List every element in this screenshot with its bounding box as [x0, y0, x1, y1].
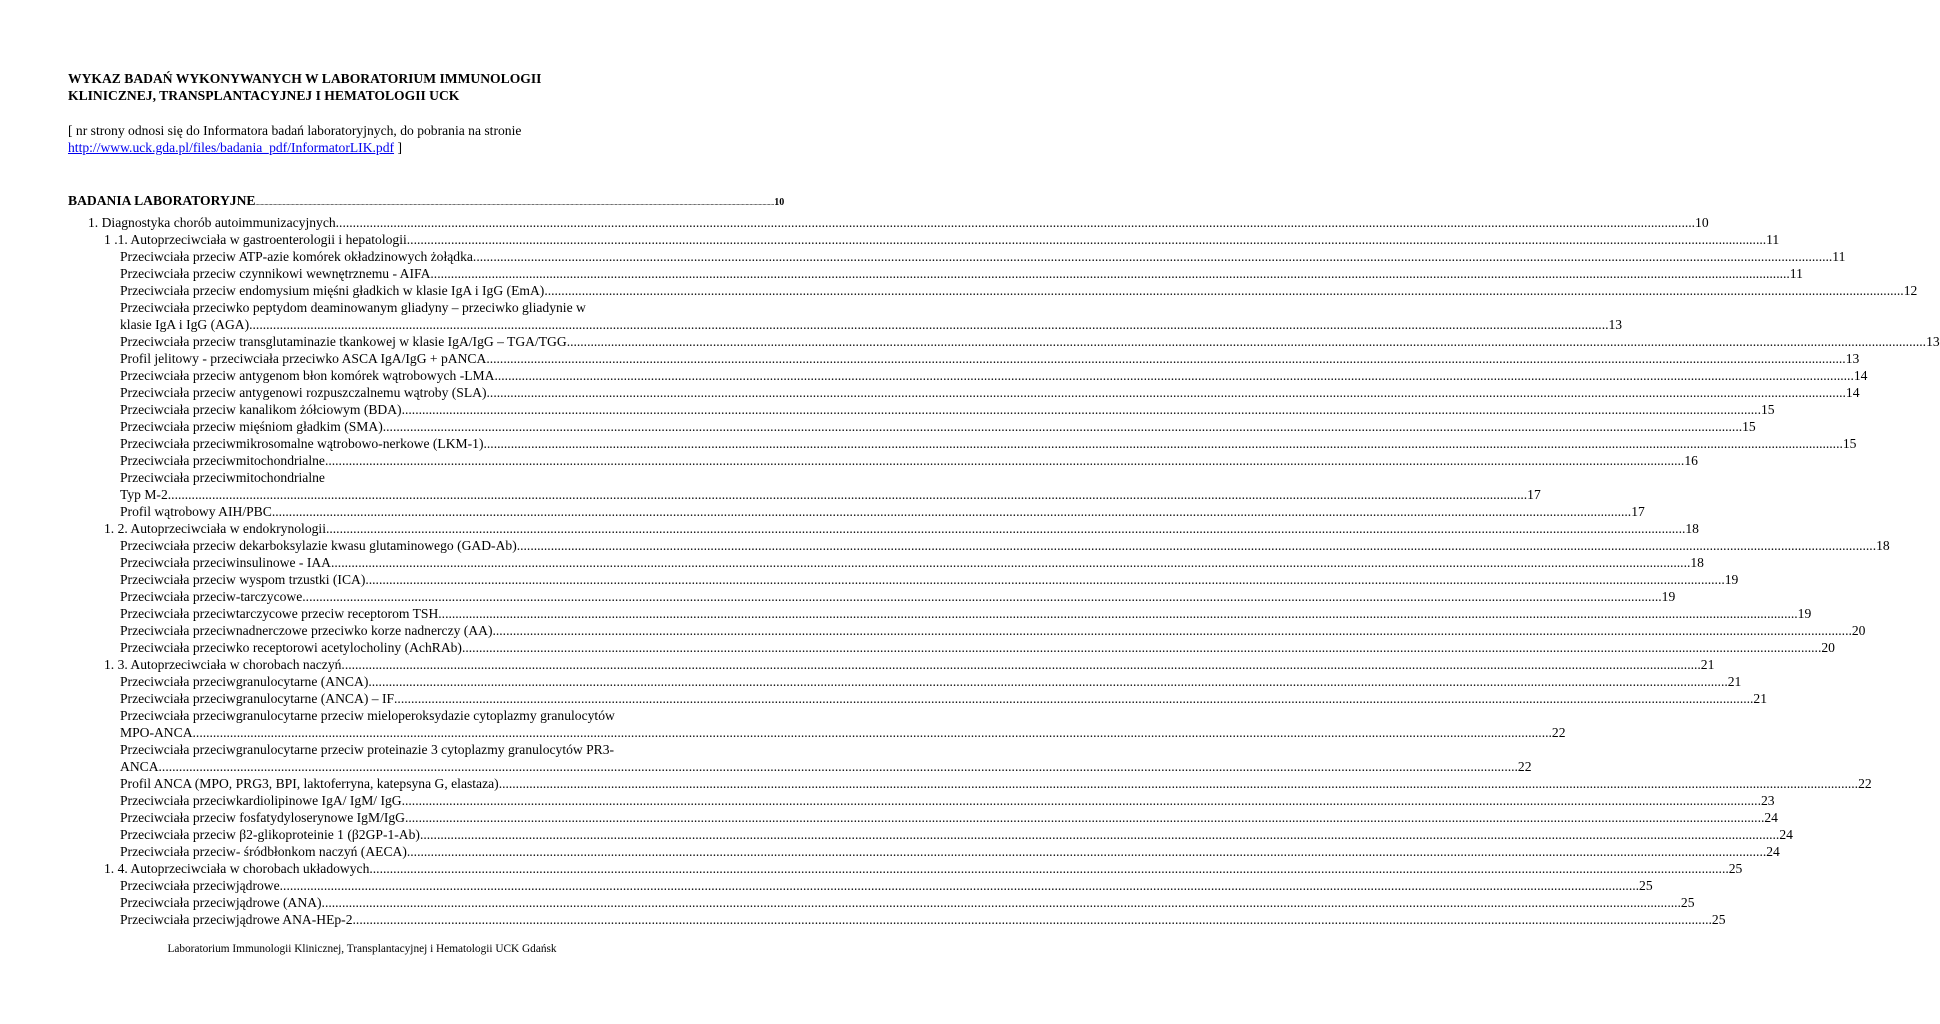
toc-leader: ................................................................................................................................................................................................................................................................................................................................................................................................................ [483, 436, 1843, 451]
toc-entry[interactable] [0, 282, 1918, 299]
section-heading-label: BADANIA LABORATORYJNE [68, 193, 256, 208]
toc-page-number: 14 [1853, 368, 1868, 383]
toc-entry-label: Przeciwciała przeciwjądrowe (ANA) [120, 895, 322, 910]
toc-entry-label: Przeciwciała przeciwjądrowe [120, 878, 280, 893]
toc-page-number: 21 [1753, 691, 1767, 706]
toc-entry-label: 1. Diagnostyka chorób autoimmunizacyjnych [88, 215, 336, 230]
toc-page-number: 11 [1832, 249, 1846, 264]
toc-entry-label: Przeciwciała przeciw mięśniom gładkim (SMA) [120, 419, 383, 434]
table-of-contents [0, 214, 1940, 928]
toc-leader: ................................................................................................................................................................................................................................................................................................................................................................................................................ [472, 249, 1833, 264]
toc-entry-label: Przeciwciała przeciw wyspom trzustki (ICA) [120, 572, 366, 587]
toc-entry-label: Przeciwciała przeciw- śródbłonkom naczyń (AECA) [120, 844, 407, 859]
toc-entry-label: Przeciwciała przeciwmitochondrialne [120, 453, 325, 468]
toc-page-number: 19 [1797, 606, 1812, 621]
toc-entry[interactable] [0, 639, 1835, 656]
toc-entry[interactable] [0, 843, 1780, 860]
toc-page-number: 20 [1851, 623, 1866, 638]
toc-leader: ................................................................................................................................................................................................................................................................................................................................................................................................................ [335, 215, 1696, 230]
toc-entry[interactable] [0, 792, 1775, 809]
toc-entry[interactable] [0, 860, 1743, 877]
toc-entry[interactable] [0, 809, 1778, 826]
toc-entry[interactable] [0, 214, 1709, 231]
toc-leader: ................................................................................................................................................................................................................................................................................................................................................................................................................ [516, 538, 1877, 553]
document-title [68, 70, 668, 104]
toc-leader: ................................................................................................................................................................................................................................................................................................................................................................................................................ [341, 657, 1701, 672]
note-text: [ nr strony odnosi się do Informatora badań laboratoryjnych, do pobrania na stronie [68, 123, 522, 138]
toc-entry-label: 1. 4. Autoprzeciwciała w chorobach układowych [104, 861, 370, 876]
toc-leader: ................................................................................................................................................................................................................................................................................................................................................................................................................ [158, 759, 1518, 774]
toc-entry[interactable] [0, 333, 1940, 350]
toc-entry[interactable] [0, 452, 1698, 469]
toc-entry-label: Przeciwciała przeciw czynnikowi wewnętrznemu - AIFA [120, 266, 431, 281]
toc-leader: ................................................................................................................................................................................................................................................................................................................................................................................................................ [492, 623, 1852, 638]
toc-entry-label: Przeciwciała przeciwgranulocytarne przeciw proteinazie 3 cytoplazmy granulocytów PR3- [120, 742, 615, 757]
toc-entry-label: Przeciwciała przeciwmitochondrialne [120, 470, 325, 485]
toc-entry-label: Przeciwciała przeciwnadnerczowe przeciwko korze nadnerczy (AA) [120, 623, 493, 638]
page-number-note [68, 122, 668, 156]
toc-page-number: 25 [1711, 912, 1726, 927]
toc-entry-label: Profil wątrobowy AIH/PBC [120, 504, 272, 519]
toc-entry-label: Przeciwciała przeciw kanalikom żółciowym (BDA) [120, 402, 402, 417]
toc-leader: ................................................................................................................................................................................................................................................................................................................................................................................................................ [325, 521, 1686, 536]
toc-entry-label: klasie IgA i IgG (AGA) [120, 317, 250, 332]
toc-entry[interactable] [0, 384, 1860, 401]
toc-entry[interactable] [0, 894, 1695, 911]
toc-leader: ................................................................................................................................................................................................................................................................................................................................................................................................................ [249, 317, 1609, 332]
toc-entry-label: Przeciwciała przeciwko receptorowi acetylocholiny (AchRAb) [120, 640, 462, 655]
toc-leader: ................................................................................................................................................................................................................................................................................................................................................................................................................ [382, 419, 1743, 434]
section-heading[interactable] [68, 192, 785, 213]
toc-leader: ................................................................................................................................................................................................................................................................................................................................................................................................................ [271, 504, 1632, 519]
toc-page-number: 13 [1926, 334, 1940, 349]
toc-entry-label: Przeciwciała przeciwgranulocytarne (ANCA) [120, 674, 369, 689]
toc-page-number: 22 [1858, 776, 1872, 791]
toc-page-number: 20 [1821, 640, 1835, 655]
toc-entry-label: Profil jelitowy - przeciwciała przeciwko ASCA IgA/IgG + pANCA [120, 351, 487, 366]
toc-page-number: 13 [1608, 317, 1623, 332]
toc-entry-label: 1. 3. Autoprzeciwciała w chorobach naczyń [104, 657, 342, 672]
toc-page-number: 17 [1527, 487, 1541, 502]
toc-leader: ................................................................................................................................................................................................................................................................................................................................................................................................................ [302, 589, 1662, 604]
toc-entry[interactable] [0, 741, 1532, 775]
toc-entry[interactable] [0, 911, 1726, 928]
toc-page-number: 15 [1842, 436, 1857, 451]
toc-leader: ................................................................................................................................................................................................................................................................................................................................................................................................................ [352, 912, 1712, 927]
toc-page-number: 19 [1661, 589, 1676, 604]
toc-entry[interactable] [0, 299, 1623, 333]
toc-leader: ................................................................................................................................................................................................................................................................................................................................................................................................................ [368, 674, 1728, 689]
toc-page-number: 14 [1845, 385, 1860, 400]
toc-entry[interactable] [0, 673, 1742, 690]
toc-leader: ................................................................................................................................................................................................................................................................................................................................................................................................................ [430, 266, 1790, 281]
toc-entry[interactable] [0, 690, 1767, 707]
toc-entry[interactable] [0, 537, 1890, 554]
toc-entry[interactable] [0, 554, 1704, 571]
toc-entry-label: Przeciwciała przeciwinsulinowe - IAA [120, 555, 331, 570]
toc-entry[interactable] [0, 707, 1566, 741]
toc-leader: ................................................................................................................................................................................................................................................................................................................................................................................................................ [406, 232, 1767, 247]
toc-leader: ................................................................................................................................................................................................................................................................................................................................................................................................................ [192, 725, 1552, 740]
toc-leader: ................................................................................................................................................................................................................................................................................................................................................................................................................ [394, 691, 1754, 706]
toc-page-number: 21 [1700, 657, 1715, 672]
toc-page-number: 18 [1685, 521, 1699, 536]
toc-page-number: 25 [1639, 878, 1653, 893]
note-suffix: ] [394, 140, 402, 155]
toc-leader: ................................................................................................................................................................................................................................................................................................................................................................................................................ [438, 606, 1798, 621]
title-line-1: WYKAZ BADAŃ WYKONYWANYCH W LABORATORIUM IMMUNOLOGII [68, 71, 542, 86]
toc-page-number: 24 [1779, 827, 1793, 842]
toc-entry-label: Przeciwciała przeciwmikrosomalne wątrobowo-nerkowe (LKM-1) [120, 436, 484, 451]
toc-entry[interactable] [0, 503, 1645, 520]
toc-entry[interactable] [0, 520, 1699, 537]
toc-entry[interactable] [0, 588, 1676, 605]
toc-page-number: 21 [1727, 674, 1742, 689]
toc-leader: ................................................................................................................................................................................................................................................................................................................................................................................................................ [401, 793, 1761, 808]
toc-page-number: 23 [1760, 793, 1775, 808]
section-heading-leader: ................................................................................................................................................................................................................................................................................................................................................................................................................ [255, 201, 775, 207]
toc-entry-label: Przeciwciała przeciw fosfatydyloserynowe IgM/IgG [120, 810, 405, 825]
toc-leader: ................................................................................................................................................................................................................................................................................................................................................................................................................ [486, 385, 1846, 400]
toc-page-number: 25 [1680, 895, 1695, 910]
toc-entry[interactable] [0, 265, 1803, 282]
toc-entry[interactable] [0, 231, 1780, 248]
toc-page-number: 16 [1684, 453, 1698, 468]
toc-entry-label: Przeciwciała przeciw-tarczycowe [120, 589, 303, 604]
toc-leader: ................................................................................................................................................................................................................................................................................................................................................................................................................ [419, 827, 1780, 842]
note-link-line [68, 139, 668, 156]
toc-leader: ................................................................................................................................................................................................................................................................................................................................................................................................................ [324, 453, 1685, 468]
toc-page-number: 25 [1728, 861, 1743, 876]
toc-entry-label: 1. 2. Autoprzeciwciała w endokrynologii [104, 521, 326, 536]
toc-leader: ................................................................................................................................................................................................................................................................................................................................................................................................................ [461, 640, 1822, 655]
toc-leader: ................................................................................................................................................................................................................................................................................................................................................................................................................ [331, 555, 1691, 570]
toc-entry[interactable] [0, 350, 1860, 367]
toc-leader: ................................................................................................................................................................................................................................................................................................................................................................................................................ [369, 861, 1729, 876]
toc-page-number: 17 [1631, 504, 1645, 519]
toc-page-number: 11 [1766, 232, 1780, 247]
toc-entry-label: Przeciwciała przeciw antygenom błon komórek wątrobowych -LMA [120, 368, 495, 383]
toc-entry[interactable] [0, 605, 1812, 622]
toc-entry[interactable] [0, 826, 1793, 843]
toc-entry-label: Przeciwciała przeciw transglutaminazie tkankowej w klasie IgA/IgG – TGA/TGG [120, 334, 567, 349]
toc-page-number: 24 [1764, 810, 1778, 825]
toc-page-number: 15 [1742, 419, 1756, 434]
toc-leader: ................................................................................................................................................................................................................................................................................................................................................................................................................ [365, 572, 1725, 587]
toc-entry[interactable] [0, 775, 1872, 792]
toc-leader: ................................................................................................................................................................................................................................................................................................................................................................................................................ [167, 487, 1528, 502]
toc-entry[interactable] [0, 248, 1846, 265]
toc-page-number: 24 [1766, 844, 1780, 859]
toc-page-number: 13 [1845, 351, 1860, 366]
toc-page-number: 19 [1724, 572, 1739, 587]
toc-entry-label: MPO-ANCA [120, 725, 193, 740]
toc-leader: ................................................................................................................................................................................................................................................................................................................................................................................................................ [494, 368, 1854, 383]
toc-entry-label: Przeciwciała przeciwtarczycowe przeciw receptorom TSH [120, 606, 439, 621]
toc-entry-label: Przeciwciała przeciwgranulocytarne przeciw mieloperoksydazie cytoplazmy granulocytów [120, 708, 615, 723]
toc-leader: ................................................................................................................................................................................................................................................................................................................................................................................................................ [321, 895, 1681, 910]
toc-entry-label: Typ M-2 [120, 487, 168, 502]
toc-leader: ................................................................................................................................................................................................................................................................................................................................................................................................................ [406, 844, 1767, 859]
toc-entry[interactable] [0, 401, 1775, 418]
section-heading-page: 10 [774, 197, 785, 208]
title-line-2: KLINICZNEJ, TRANSPLANTACYJNEJ I HEMATOLOGII UCK [68, 88, 460, 103]
toc-leader: ................................................................................................................................................................................................................................................................................................................................................................................................................ [544, 283, 1904, 298]
toc-entry[interactable] [0, 469, 1541, 503]
toc-entry-label: Profil ANCA (MPO, PRG3, BPI, laktoferryna, katepsyna G, elastaza) [120, 776, 499, 791]
toc-entry-label: Przeciwciała przeciwgranulocytarne (ANCA) – IF [120, 691, 395, 706]
toc-page-number: 22 [1551, 725, 1566, 740]
toc-page-number: 18 [1876, 538, 1890, 553]
toc-entry[interactable] [0, 877, 1653, 894]
toc-leader: ................................................................................................................................................................................................................................................................................................................................................................................................................ [404, 810, 1765, 825]
toc-page-number: 12 [1903, 283, 1918, 298]
toc-page-number: 18 [1690, 555, 1704, 570]
toc-page-number: 10 [1695, 215, 1709, 230]
toc-leader: ................................................................................................................................................................................................................................................................................................................................................................................................................ [486, 351, 1846, 366]
toc-entry-label: Przeciwciała przeciw dekarboksylazie kwasu glutaminowego (GAD-Ab) [120, 538, 517, 553]
toc-page-number: 15 [1760, 402, 1775, 417]
toc-leader: ................................................................................................................................................................................................................................................................................................................................................................................................................ [498, 776, 1859, 791]
toc-page-number: 22 [1517, 759, 1532, 774]
page-footer: Laboratorium Immunologii Klinicznej, Transplantacyjnej i Hematologii UCK Gdańsk [167, 943, 557, 955]
toc-entry-label: Przeciwciała przeciw endomysium mięśni gładkich w klasie IgA i IgG (EmA) [120, 283, 545, 298]
toc-entry[interactable] [0, 435, 1857, 452]
toc-entry-label: Przeciwciała przeciw ATP-azie komórek okładzinowych żołądka [120, 249, 473, 264]
toc-page-number: 11 [1789, 266, 1803, 281]
toc-entry-label: Przeciwciała przeciw antygenowi rozpuszczalnemu wątroby (SLA) [120, 385, 487, 400]
toc-leader: ................................................................................................................................................................................................................................................................................................................................................................................................................ [279, 878, 1640, 893]
toc-entry[interactable] [0, 656, 1715, 673]
toc-leader: ................................................................................................................................................................................................................................................................................................................................................................................................................ [401, 402, 1761, 417]
toc-entry-label: 1 .1. Autoprzeciwciała w gastroenterologii i hepatologii [104, 232, 407, 247]
toc-entry[interactable] [0, 367, 1868, 384]
toc-leader: ................................................................................................................................................................................................................................................................................................................................................................................................................ [566, 334, 1927, 349]
toc-entry-label: ANCA [120, 759, 159, 774]
toc-entry-label: Przeciwciała przeciwjądrowe ANA-HEp-2 [120, 912, 353, 927]
toc-entry-label: Przeciwciała przeciwko peptydom deaminowanym gliadyny – przeciwko gliadynie w [120, 300, 586, 315]
toc-entry-label: Przeciwciała przeciwkardiolipinowe IgA/ IgM/ IgG [120, 793, 402, 808]
informator-link[interactable]: http://www.uck.gda.pl/files/badania_pdf/InformatorLIK.pdf [68, 140, 395, 155]
toc-entry[interactable] [0, 622, 1866, 639]
toc-entry-label: Przeciwciała przeciw β2-glikoproteinie 1 (β2GP-1-Ab) [120, 827, 420, 842]
toc-entry[interactable] [0, 418, 1756, 435]
toc-entry[interactable] [0, 571, 1739, 588]
